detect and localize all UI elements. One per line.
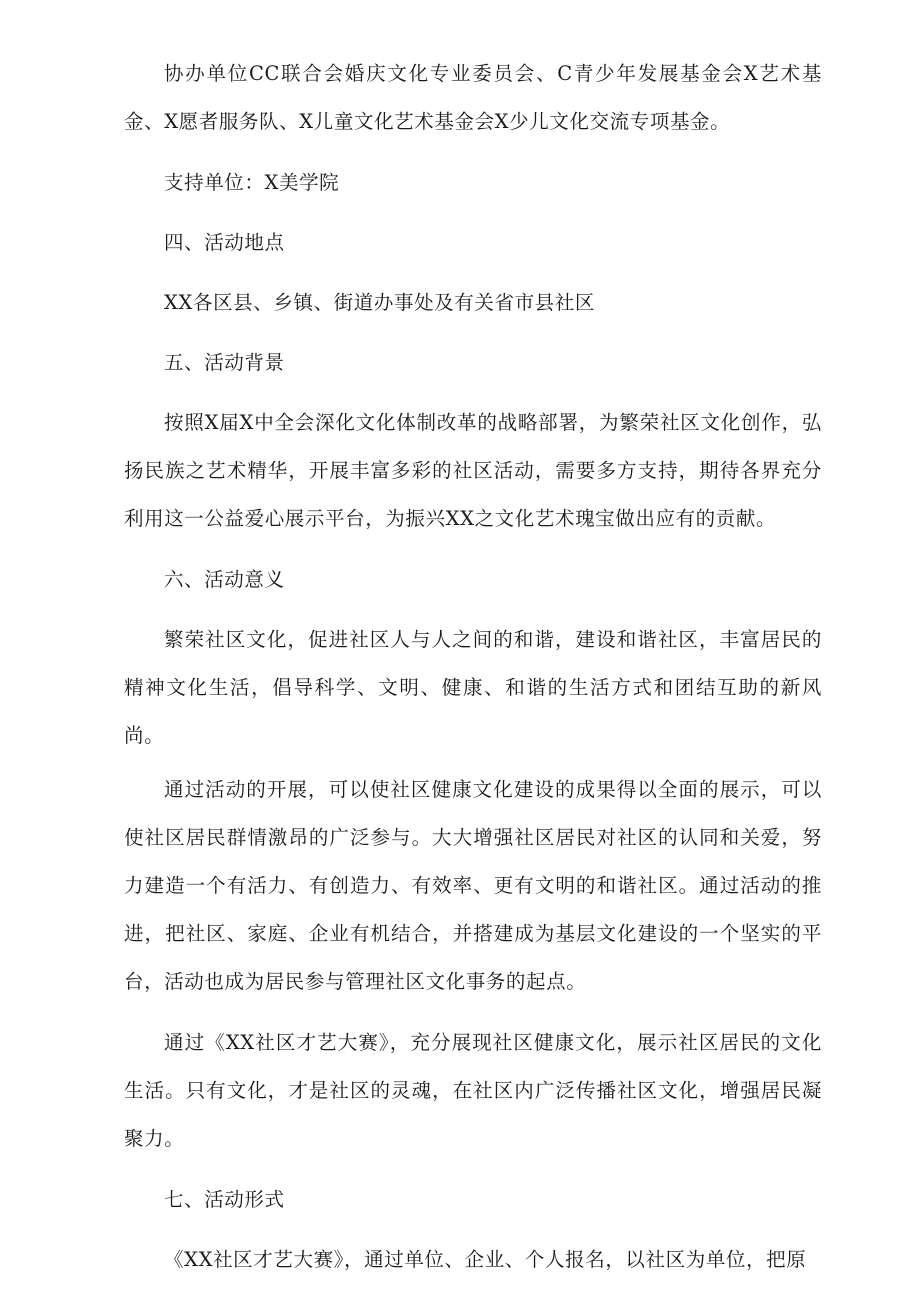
section-heading-significance: 六、活动意义 [164, 568, 285, 591]
significance-paragraph-1: 繁荣社区文化，促进社区人与人之间的和谐，建设和谐社区，丰富居民的精神文化生活，倡导科学、文明、健康、和谐的生活方式和团结互助的新风尚。 [124, 628, 822, 747]
section-heading-background: 五、活动背景 [164, 351, 285, 374]
supporter-line: 支持单位：X美学院 [164, 171, 340, 194]
location-line: XX各区县、乡镇、街道办事处及有关省市县社区 [164, 291, 595, 314]
significance-paragraph-2: 通过活动的开展，可以使社区健康文化建设的成果得以全面的展示，可以使社区居民群情激昂的广泛参与。大大增强社区居民对社区的认同和关爱，努力建造一个有活力、有创造力、有效率、更有文明的和谐社区。通过活动的推进，把社区、家庭、企业有机结合，并搭建成为基层文化建设的一个坚实的平台，活动也成为居民参与管理社区文化事务的起点。 [124, 778, 822, 993]
co-organizer-paragraph: 协办单位CC联合会婚庆文化专业委员会、C青少年发展基金会X艺术基金、X愿者服务队、X儿童文化艺术基金会X少儿文化交流专项基金。 [124, 62, 822, 133]
document-body [124, 50, 822, 1297]
format-paragraph: 《XX社区才艺大赛》，通过单位、企业、个人报名，以社区为单位，把原 [164, 1248, 807, 1271]
section-heading-format: 七、活动形式 [164, 1188, 285, 1211]
background-paragraph: 按照X届X中全会深化文化体制改革的战略部署，为繁荣社区文化创作，弘扬民族之艺术精华，开展丰富多彩的社区活动，需要多方支持，期待各界充分利用这一公益爱心展示平台，为振兴XX之文化艺术瑰宝做出应有的贡献。 [124, 411, 822, 530]
significance-paragraph-3: 通过《XX社区才艺大赛》，充分展现社区健康文化，展示社区居民的文化生活。只有文化，才是社区的灵魂，在社区内广泛传播社区文化，增强居民凝聚力。 [124, 1031, 822, 1150]
section-heading-location: 四、活动地点 [164, 231, 285, 254]
